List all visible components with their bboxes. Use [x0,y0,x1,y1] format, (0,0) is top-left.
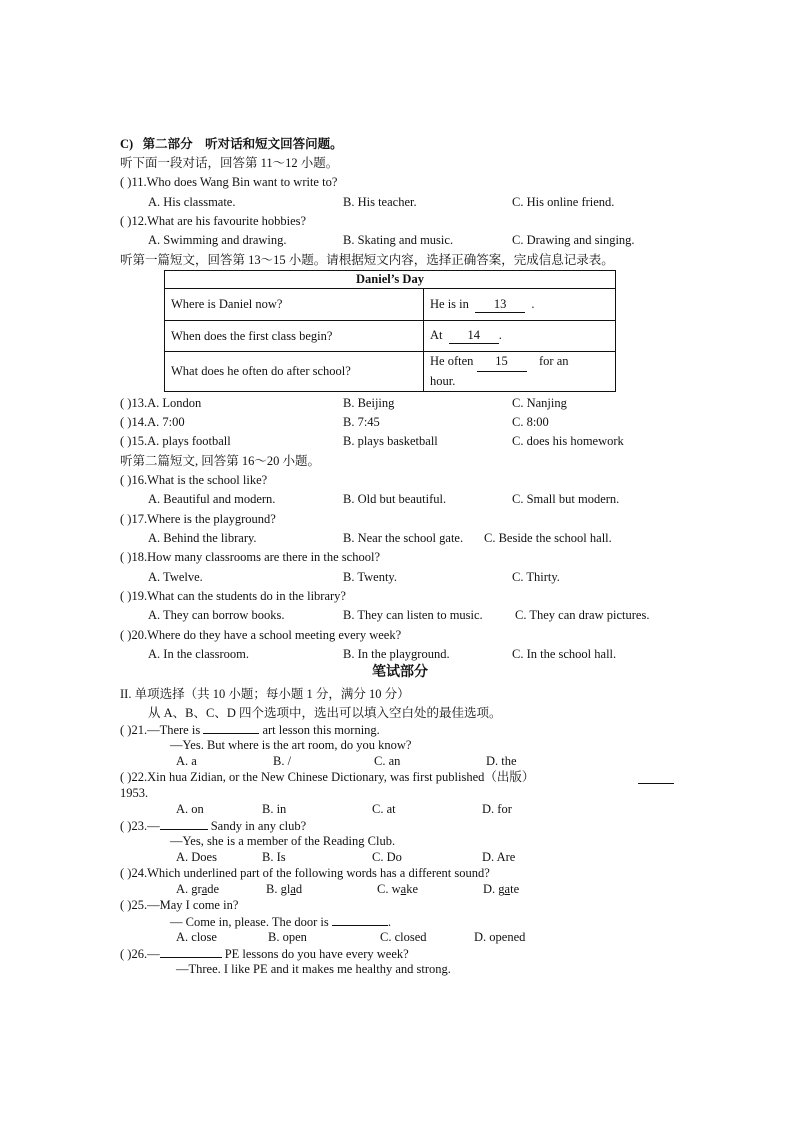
question-25 [120,897,238,913]
option-b: B. Near the school gate. [343,531,464,545]
option-text: A. gr [176,882,202,896]
question-22-cont: 1953. [120,786,149,800]
option-a: A. Behind the library. [148,531,257,545]
answer-blank [332,913,388,926]
question-number: ( )13. [120,396,148,410]
instruction-dialog: 听下面一段对话，回答第 11～12 小题。 [120,156,339,170]
question-24 [120,865,490,881]
question-number: ( )16. [120,473,148,487]
answer-prefix: At [430,328,443,342]
question-26-reply: —Three. I like PE and it makes me healthy and strong. [176,962,451,976]
option-d [483,881,519,897]
option-text: ke [406,882,418,896]
option-c: C. They can draw pictures. [515,608,650,622]
question-number: ( )22. [120,770,148,784]
question-21-reply: —Yes. But where is the art room, do you know? [170,738,412,752]
table-question: When does the first class begin? [165,321,424,352]
option-c: C. closed [380,930,427,944]
question-text: What is the school like? [147,473,268,487]
table-question: Where is Daniel now? [165,289,424,321]
option-a: A. In the classroom. [148,647,250,661]
option-c: C. Nanjing [512,396,567,410]
table-answer [424,352,616,392]
option-a: A. His classmate. [148,195,236,209]
option-b: B. His teacher. [343,195,417,209]
answer-blank [160,817,208,830]
question-number: ( )14. [120,415,148,429]
option-text: d [295,882,303,896]
answer-blank-13: 13 [475,297,525,313]
option-b: B. / [273,754,292,768]
answer-blank [638,771,674,784]
question-21 [120,721,380,738]
question-text: Where do they have a school meeting every week? [147,628,402,642]
question-text: — [147,947,160,961]
question-number: ( )19. [120,589,148,603]
answer-blank [203,721,259,734]
question-number: ( )17. [120,512,148,526]
section-ii-instruction: 从 A、B、C、D 四个选项中，选出可以填入空白处的最佳选项。 [148,706,502,720]
question-16 [120,472,267,488]
option-b: B. In the playground. [343,647,450,661]
option-a: A. on [176,802,204,816]
question-19 [120,588,346,604]
section-prefix: C) [120,137,134,151]
instruction-passage-1: 听第一篇短文，回答第 13～15 小题。请根据短文内容，选择正确答案，完成信息记录表。 [120,253,614,267]
answer-suffix: . [498,328,502,342]
question-text: — [147,819,160,833]
section-title-text: 第二部分 听对话和短文回答问题。 [142,137,343,151]
question-text: —May I come in? [147,898,239,912]
answer-suffix: for an [539,354,569,368]
question-12 [120,213,306,229]
section-ii-title: II. 单项选择（共 10 小题；每小题 1 分，满分 10 分） [120,687,410,701]
option-d: D. opened [474,930,526,944]
answer-blank [160,945,222,958]
answer-prefix: He is in [430,296,469,311]
question-text: Which underlined part of the following words has a different sound? [147,866,490,880]
underlined-letter: a [290,882,296,896]
option-d: D. Are [482,850,516,864]
option-b: B. Skating and music. [343,233,454,247]
option-a: A. Twelve. [148,570,203,584]
question-number: ( )26. [120,947,148,961]
option-c: C. Thirty. [512,570,560,584]
option-c: C. Do [372,850,402,864]
question-text-cont: Sandy in any club? [210,819,307,833]
option-b: B. in [262,802,287,816]
written-part-title: 笔试部分 [372,665,428,680]
option-c: C. an [374,754,401,768]
underlined-letter: a [504,882,511,896]
option-c: C. at [372,802,396,816]
option-text: B. gl [266,882,291,896]
option-c: C. Small but modern. [512,492,620,506]
question-number: ( )21. [120,723,148,737]
option-b: B. Twenty. [343,570,397,584]
answer-suffix: . [531,296,535,311]
question-23-reply: —Yes, she is a member of the Reading Club. [170,834,396,848]
option-a: A. They can borrow books. [148,608,285,622]
question-number: ( )12. [120,214,148,228]
option-a: A. a [176,754,197,768]
option-text: C. w [377,882,401,896]
option-b: B. 7:45 [343,415,380,429]
table-answer [424,289,616,321]
question-14 [120,414,185,430]
question-18 [120,549,380,565]
question-15 [120,433,231,449]
answer-prefix: He often [430,354,474,368]
option-a: A. Does [176,850,217,864]
option-c: C. Drawing and singing. [512,233,635,247]
question-number: ( )24. [120,866,148,880]
option-b: B. Old but beautiful. [343,492,447,506]
instruction-passage-2: 听第二篇短文, 回答第 16～20 小题。 [120,454,321,468]
answer-continued: hour. [430,374,456,388]
option-d: D. for [482,802,512,816]
option-text: te [510,882,520,896]
option-a [176,881,219,897]
option-b: B. Beijing [343,396,395,410]
answer-blank-15: 15 [477,352,527,372]
question-22 [120,769,534,785]
question-number: ( )20. [120,628,148,642]
option-c: C. In the school hall. [512,647,617,661]
option-d: D. the [486,754,517,768]
option-b: B. open [268,930,307,944]
option-a: A. 7:00 [147,415,185,429]
question-20 [120,627,401,643]
info-table [164,270,616,392]
question-26 [120,945,409,962]
option-a: A. close [176,930,217,944]
question-number: ( )18. [120,550,148,564]
question-25-reply [170,913,391,930]
question-text: What can the students do in the library? [147,589,346,603]
answer-blank-14: 14 [449,328,499,344]
table-answer [424,321,616,352]
option-a: A. Beautiful and modern. [148,492,276,506]
question-number: ( )15. [120,434,148,448]
option-c: C. His online friend. [512,195,615,209]
option-a: A. Swimming and drawing. [148,233,287,247]
question-text: Xin hua Zidian, or the New Chinese Dictionary, was first published（出版） [147,770,535,784]
option-c: C. Beside the school hall. [484,531,612,545]
option-b: B. Is [262,850,286,864]
option-c: C. 8:00 [512,415,549,429]
question-13 [120,395,201,411]
question-text: —There is [147,723,201,737]
option-a: A. plays football [147,434,231,448]
question-text-cont: PE lessons do you have every week? [224,947,409,961]
option-c [377,881,418,897]
underlined-letter: a [201,882,208,896]
question-11 [120,174,337,190]
question-text: Who does Wang Bin want to write to? [146,175,338,189]
question-text: — Come in, please. The door is [170,915,329,929]
question-number: ( )23. [120,819,148,833]
question-text-cont: art lesson this morning. [262,723,380,737]
question-text: What are his favourite hobbies? [147,214,307,228]
question-text-cont: . [387,915,392,929]
option-text: de [207,882,220,896]
section-title [120,136,343,152]
question-23 [120,817,306,834]
option-b: B. plays basketball [343,434,438,448]
question-number: ( )25. [120,898,148,912]
option-b: B. They can listen to music. [343,608,483,622]
question-text: Where is the playground? [147,512,276,526]
question-17 [120,511,276,527]
underlined-letter: a [400,882,407,896]
question-number: ( )11. [120,175,147,189]
option-text: D. g [483,882,505,896]
option-a: A. London [147,396,202,410]
option-b [266,881,302,897]
table-title: Daniel’s Day [165,271,616,289]
question-text: How many classrooms are there in the school? [147,550,380,564]
table-question: What does he often do after school? [165,352,424,392]
option-c: C. does his homework [512,434,624,448]
